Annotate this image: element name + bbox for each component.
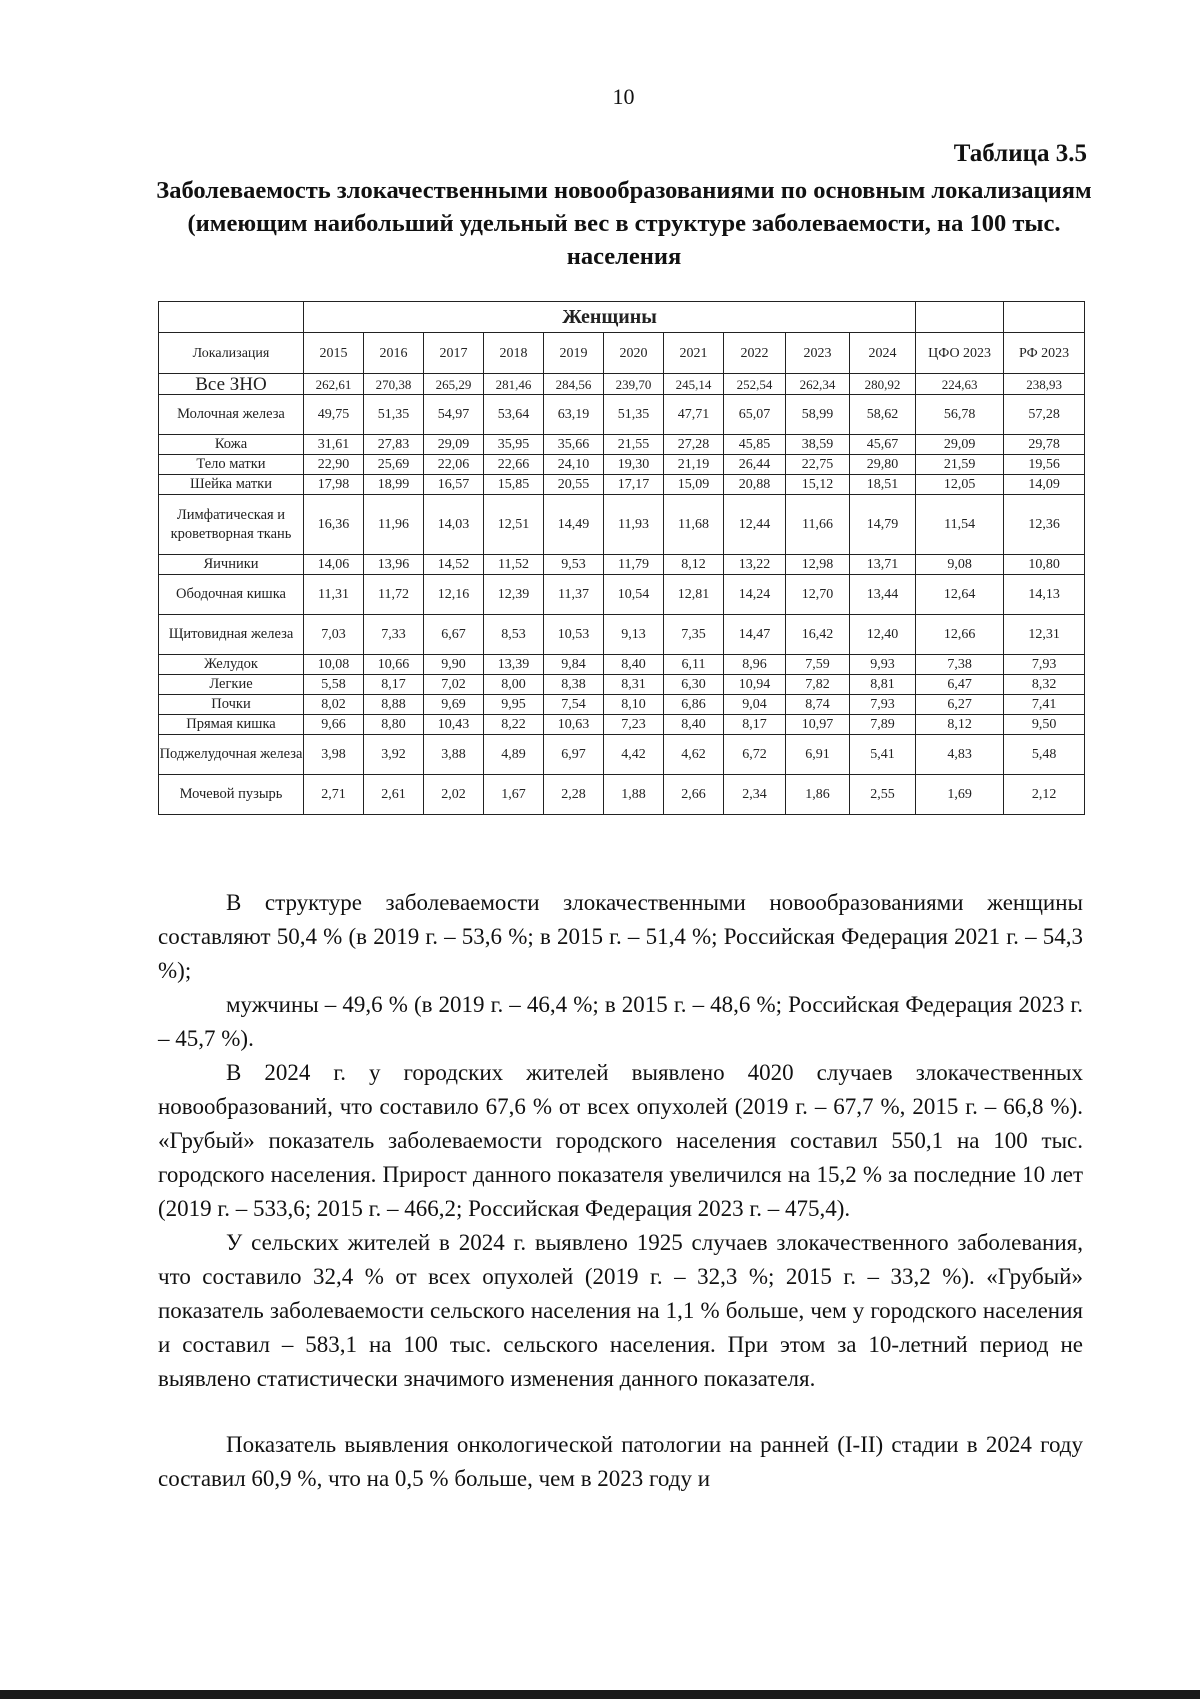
value-cell: 9,95 [484,695,544,715]
value-cell: 8,40 [604,655,664,675]
column-header-row [159,333,1085,374]
value-cell: 12,64 [916,575,1004,615]
value-cell: 5,58 [304,675,364,695]
value-cell: 7,93 [1004,655,1085,675]
column-header-cfo: ЦФО 2023 [916,333,1004,374]
value-cell: 12,39 [484,575,544,615]
value-cell: 2,12 [1004,775,1085,815]
value-cell: 262,34 [786,374,850,395]
value-cell: 12,05 [916,475,1004,495]
value-cell: 10,94 [724,675,786,695]
value-cell: 3,98 [304,735,364,775]
value-cell: 6,11 [664,655,724,675]
incidence-table [158,301,1085,815]
value-cell: 29,09 [916,435,1004,455]
value-cell: 12,98 [786,555,850,575]
table-row [159,435,1085,455]
value-cell: 51,35 [604,395,664,435]
value-cell: 10,54 [604,575,664,615]
column-header-year: 2023 [786,333,850,374]
localization-name: Кожа [159,435,304,455]
value-cell: 7,59 [786,655,850,675]
localization-name: Яичники [159,555,304,575]
value-cell: 6,72 [724,735,786,775]
value-cell: 8,38 [544,675,604,695]
column-header-localization: Локализация [159,333,304,374]
value-cell: 12,31 [1004,615,1085,655]
value-cell: 11,31 [304,575,364,615]
value-cell: 3,88 [424,735,484,775]
value-cell: 9,84 [544,655,604,675]
value-cell: 6,67 [424,615,484,655]
value-cell: 280,92 [850,374,916,395]
table-row [159,575,1085,615]
value-cell: 47,71 [664,395,724,435]
value-cell: 12,16 [424,575,484,615]
paragraph: У сельских жителей в 2024 г. выявлено 1925 случаев злокачественного заболевания, что составило 32,4 % от всех опухолей (2019 г. – 32,3 %; 2015 г. – 33,2 %). «Грубый» показатель заболеваемости сельского населения на 1,1 % больше, чем у городского населения и составил – 583,1 на 100 тыс. сельского населения. При этом за 10-летний период не выявлено статистически значимого изменения данного показателя. [158,1230,1083,1391]
table-row [159,395,1085,435]
value-cell: 65,07 [724,395,786,435]
paragraph: В структуре заболеваемости злокачественными новообразованиями женщины составляют 50,4 % (в 2019 г. – 53,6 %; в 2015 г. – 51,4 %; Российская Федерация 2021 г. – 54,3 %); [158,890,1083,983]
column-header-rf: РФ 2023 [1004,333,1085,374]
value-cell: 18,99 [364,475,424,495]
localization-name: Все ЗНО [159,374,304,395]
value-cell: 8,12 [664,555,724,575]
localization-name: Почки [159,695,304,715]
value-cell: 7,33 [364,615,424,655]
value-cell: 8,80 [364,715,424,735]
table-row [159,675,1085,695]
value-cell: 9,93 [850,655,916,675]
value-cell: 8,17 [724,715,786,735]
localization-name: Желудок [159,655,304,675]
column-header-year: 2024 [850,333,916,374]
value-cell: 21,55 [604,435,664,455]
value-cell: 14,49 [544,495,604,555]
localization-name: Ободочная кишка [159,575,304,615]
value-cell: 238,93 [1004,374,1085,395]
value-cell: 9,66 [304,715,364,735]
value-cell: 8,00 [484,675,544,695]
value-cell: 10,80 [1004,555,1085,575]
value-cell: 51,35 [364,395,424,435]
value-cell: 8,02 [304,695,364,715]
value-cell: 8,32 [1004,675,1085,695]
value-cell: 22,66 [484,455,544,475]
value-cell: 25,69 [364,455,424,475]
value-cell: 6,27 [916,695,1004,715]
value-cell: 45,67 [850,435,916,455]
value-cell: 7,35 [664,615,724,655]
value-cell: 20,88 [724,475,786,495]
value-cell: 53,64 [484,395,544,435]
value-cell: 58,99 [786,395,850,435]
value-cell: 29,78 [1004,435,1085,455]
table-row [159,475,1085,495]
value-cell: 27,28 [664,435,724,455]
column-header-year: 2018 [484,333,544,374]
value-cell: 5,41 [850,735,916,775]
value-cell: 11,37 [544,575,604,615]
value-cell: 1,86 [786,775,850,815]
value-cell: 224,63 [916,374,1004,395]
value-cell: 270,38 [364,374,424,395]
paragraph: мужчины – 49,6 % (в 2019 г. – 46,4 %; в 2015 г. – 48,6 %; Российская Федерация 2023 г. – 45,7 %). [158,992,1083,1051]
value-cell: 29,09 [424,435,484,455]
value-cell: 8,17 [364,675,424,695]
value-cell: 11,66 [786,495,850,555]
table-row [159,775,1085,815]
table-row [159,735,1085,775]
value-cell: 2,02 [424,775,484,815]
value-cell: 26,44 [724,455,786,475]
value-cell: 9,50 [1004,715,1085,735]
value-cell: 9,08 [916,555,1004,575]
value-cell: 6,30 [664,675,724,695]
value-cell: 7,93 [850,695,916,715]
value-cell: 17,98 [304,475,364,495]
value-cell: 12,51 [484,495,544,555]
value-cell: 10,53 [544,615,604,655]
value-cell: 9,90 [424,655,484,675]
value-cell: 19,56 [1004,455,1085,475]
column-header-year: 2019 [544,333,604,374]
value-cell: 29,80 [850,455,916,475]
column-header-year: 2017 [424,333,484,374]
table-row [159,374,1085,395]
value-cell: 3,92 [364,735,424,775]
value-cell: 2,28 [544,775,604,815]
value-cell: 11,52 [484,555,544,575]
value-cell: 35,66 [544,435,604,455]
value-cell: 6,86 [664,695,724,715]
value-cell: 281,46 [484,374,544,395]
value-cell: 7,89 [850,715,916,735]
value-cell: 245,14 [664,374,724,395]
value-cell: 8,81 [850,675,916,695]
value-cell: 63,19 [544,395,604,435]
table-row [159,495,1085,555]
value-cell: 17,17 [604,475,664,495]
value-cell: 13,39 [484,655,544,675]
value-cell: 6,91 [786,735,850,775]
value-cell: 8,96 [724,655,786,675]
value-cell: 11,72 [364,575,424,615]
value-cell: 2,61 [364,775,424,815]
value-cell: 8,22 [484,715,544,735]
value-cell: 13,71 [850,555,916,575]
value-cell: 10,97 [786,715,850,735]
value-cell: 24,10 [544,455,604,475]
value-cell: 7,82 [786,675,850,695]
value-cell: 4,62 [664,735,724,775]
value-cell: 58,62 [850,395,916,435]
value-cell: 11,68 [664,495,724,555]
value-cell: 6,47 [916,675,1004,695]
value-cell: 54,97 [424,395,484,435]
value-cell: 45,85 [724,435,786,455]
value-cell: 9,04 [724,695,786,715]
header-empty-cfo [916,302,1004,333]
value-cell: 8,40 [664,715,724,735]
value-cell: 19,30 [604,455,664,475]
group-header-women: Женщины [304,302,916,333]
value-cell: 12,81 [664,575,724,615]
value-cell: 252,54 [724,374,786,395]
value-cell: 49,75 [304,395,364,435]
paragraph: Показатель выявления онкологической патологии на ранней (I-II) стадии в 2024 году составил 60,9 %, что на 0,5 % больше, чем в 2023 году и [158,1432,1083,1491]
table-row [159,615,1085,655]
value-cell: 21,59 [916,455,1004,475]
column-header-year: 2022 [724,333,786,374]
paragraph: В 2024 г. у городских жителей выявлено 4020 случаев злокачественных новообразований, что составило 67,6 % от всех опухолей (2019 г. – 67,7 %, 2015 г. – 66,8 %). «Грубый» показатель заболеваемости городского населения составил 550,1 на 100 тыс. городского населения. Прирост данного показателя увеличился на 15,2 % за последние 10 лет (2019 г. – 533,6; 2015 г. – 466,2; Российская Федерация 2023 г. – 475,4). [158,1060,1083,1221]
value-cell: 9,53 [544,555,604,575]
column-header-year: 2015 [304,333,364,374]
value-cell: 12,40 [850,615,916,655]
localization-name: Легкие [159,675,304,695]
value-cell: 10,63 [544,715,604,735]
localization-name: Щитовидная железа [159,615,304,655]
value-cell: 2,34 [724,775,786,815]
value-cell: 22,75 [786,455,850,475]
localization-name: Тело матки [159,455,304,475]
value-cell: 262,61 [304,374,364,395]
value-cell: 239,70 [604,374,664,395]
header-empty-left [159,302,304,333]
value-cell: 22,90 [304,455,364,475]
localization-name: Мочевой пузырь [159,775,304,815]
value-cell: 12,70 [786,575,850,615]
value-cell: 21,19 [664,455,724,475]
value-cell: 13,22 [724,555,786,575]
column-header-year: 2021 [664,333,724,374]
value-cell: 9,69 [424,695,484,715]
header-empty-rf [1004,302,1085,333]
value-cell: 13,44 [850,575,916,615]
value-cell: 8,88 [364,695,424,715]
value-cell: 6,97 [544,735,604,775]
value-cell: 14,06 [304,555,364,575]
value-cell: 13,96 [364,555,424,575]
value-cell: 9,13 [604,615,664,655]
value-cell: 7,54 [544,695,604,715]
value-cell: 12,66 [916,615,1004,655]
value-cell: 18,51 [850,475,916,495]
value-cell: 20,55 [544,475,604,495]
value-cell: 284,56 [544,374,604,395]
column-header-year: 2016 [364,333,424,374]
value-cell: 22,06 [424,455,484,475]
value-cell: 7,41 [1004,695,1085,715]
value-cell: 11,93 [604,495,664,555]
value-cell: 15,12 [786,475,850,495]
value-cell: 15,09 [664,475,724,495]
value-cell: 8,53 [484,615,544,655]
value-cell: 11,96 [364,495,424,555]
table-row [159,555,1085,575]
localization-name: Молочная железа [159,395,304,435]
value-cell: 2,66 [664,775,724,815]
value-cell: 12,44 [724,495,786,555]
value-cell: 8,10 [604,695,664,715]
value-cell: 15,85 [484,475,544,495]
table-row [159,455,1085,475]
value-cell: 16,42 [786,615,850,655]
value-cell: 27,83 [364,435,424,455]
value-cell: 265,29 [424,374,484,395]
localization-name: Шейка матки [159,475,304,495]
localization-name: Лимфатическая и кроветворная ткань [159,495,304,555]
value-cell: 14,47 [724,615,786,655]
value-cell: 5,48 [1004,735,1085,775]
localization-name: Поджелудочная железа [159,735,304,775]
value-cell: 4,89 [484,735,544,775]
value-cell: 38,59 [786,435,850,455]
value-cell: 35,95 [484,435,544,455]
value-cell: 4,83 [916,735,1004,775]
table-row [159,715,1085,735]
value-cell: 16,57 [424,475,484,495]
value-cell: 1,67 [484,775,544,815]
value-cell: 4,42 [604,735,664,775]
value-cell: 14,52 [424,555,484,575]
value-cell: 1,88 [604,775,664,815]
value-cell: 1,69 [916,775,1004,815]
value-cell: 7,23 [604,715,664,735]
table-row [159,695,1085,715]
table-row [159,655,1085,675]
value-cell: 8,74 [786,695,850,715]
value-cell: 7,03 [304,615,364,655]
value-cell: 10,66 [364,655,424,675]
value-cell: 2,55 [850,775,916,815]
value-cell: 14,09 [1004,475,1085,495]
value-cell: 31,61 [304,435,364,455]
scan-bottom-edge [0,1690,1200,1699]
value-cell: 11,54 [916,495,1004,555]
column-header-year: 2020 [604,333,664,374]
value-cell: 12,36 [1004,495,1085,555]
value-cell: 7,38 [916,655,1004,675]
value-cell: 14,03 [424,495,484,555]
value-cell: 10,08 [304,655,364,675]
value-cell: 14,13 [1004,575,1085,615]
value-cell: 14,24 [724,575,786,615]
table-label: Таблица 3.5 [953,140,1087,167]
value-cell: 2,71 [304,775,364,815]
value-cell: 11,79 [604,555,664,575]
value-cell: 56,78 [916,395,1004,435]
value-cell: 8,12 [916,715,1004,735]
localization-name: Прямая кишка [159,715,304,735]
value-cell: 8,31 [604,675,664,695]
value-cell: 7,02 [424,675,484,695]
body-text [158,886,1083,1496]
table-caption: Заболеваемость злокачественными новообразованиями по основным локализациям (имеющим наибольший удельный вес в структуре заболеваемости, на 100 тыс. населения [156,177,1092,270]
value-cell: 57,28 [1004,395,1085,435]
value-cell: 16,36 [304,495,364,555]
page-number: 10 [612,84,635,109]
value-cell: 14,79 [850,495,916,555]
value-cell: 10,43 [424,715,484,735]
